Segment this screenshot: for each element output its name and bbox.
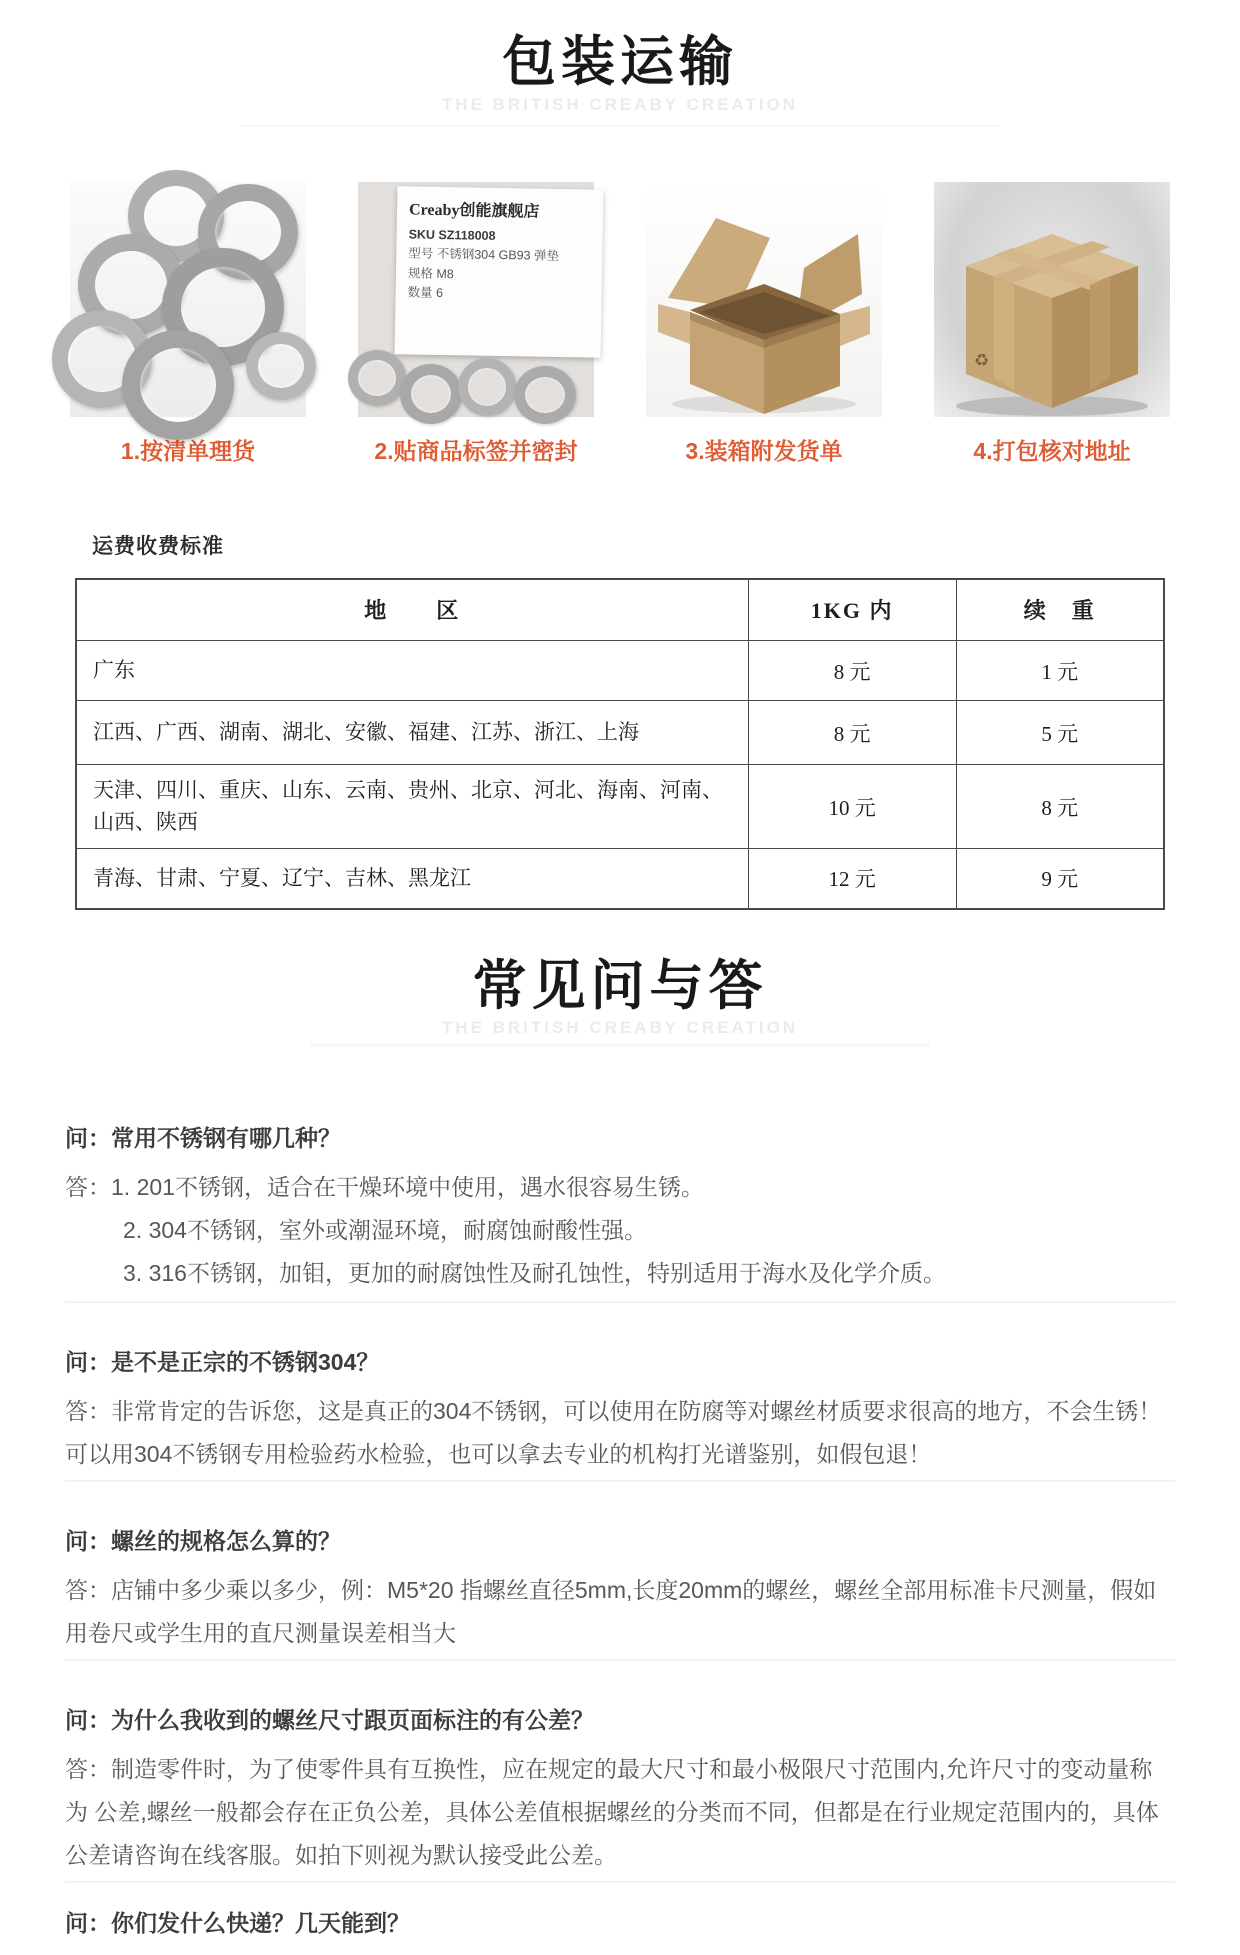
packing-step-3 xyxy=(646,182,882,466)
label-model-line: 型号 不锈钢304 GB93 弹垫 xyxy=(408,246,560,264)
washer-ring xyxy=(246,332,316,400)
step-caption: 3.装箱附发货单 xyxy=(685,437,843,464)
shipping-fee-table xyxy=(75,578,1165,910)
additional-cell: 8 元 xyxy=(956,765,1164,849)
table-header-row xyxy=(76,579,1164,641)
shipping-fee-heading: 运费收费标准 xyxy=(92,534,224,558)
faq-item xyxy=(65,1661,1175,1883)
table-row xyxy=(76,765,1164,849)
washer-ring xyxy=(400,364,462,424)
washer-ring xyxy=(514,366,576,424)
faq-watermark: THE BRITISH CREABY CREATION xyxy=(441,1018,799,1038)
sku-label-card xyxy=(395,186,604,358)
table-row xyxy=(76,701,1164,765)
region-cell: 广东 xyxy=(76,641,748,701)
washer-ring xyxy=(458,358,516,416)
additional-cell: 9 元 xyxy=(956,849,1164,909)
region-cell: 天津、四川、重庆、山东、云南、贵州、北京、河北、海南、河南、山西、陕西 xyxy=(76,765,748,849)
additional-cell: 1 元 xyxy=(956,641,1164,701)
label-spec-line: 规格 M8 xyxy=(407,265,454,281)
table-row xyxy=(76,849,1164,909)
packing-step-1 xyxy=(70,182,306,466)
region-cell: 江西、广西、湖南、湖北、安徽、福建、江苏、浙江、上海 xyxy=(76,701,748,765)
label-brand-line: Creaby创能旗舰店 xyxy=(408,201,540,221)
region-cell: 青海、甘肃、宁夏、辽宁、吉林、黑龙江 xyxy=(76,849,748,909)
faq-answer-line: 3. 316不锈钢，加钼，更加的耐腐蚀性及耐孔蚀性，特别适用于海水及化学介质。 xyxy=(123,1260,946,1287)
faq-question: 问：螺丝的规格怎么算的？ xyxy=(65,1528,341,1555)
washers-pile-photo xyxy=(70,182,306,417)
additional-cell: 5 元 xyxy=(956,701,1164,765)
washer-ring xyxy=(122,330,234,440)
decorative-divider xyxy=(240,125,1000,126)
faq-question: 问：是不是正宗的不锈钢304？ xyxy=(65,1349,380,1376)
step-caption: 1.按清单理货 xyxy=(120,437,256,464)
first-kg-cell: 8 元 xyxy=(748,701,956,765)
washer-ring xyxy=(348,350,406,406)
recycle-icon: ♻ xyxy=(974,350,990,370)
packing-step-2 xyxy=(358,182,594,466)
open-carton-illustration xyxy=(646,182,882,417)
faq-item-clipped xyxy=(65,1883,1175,1955)
faq-section-header xyxy=(0,955,1240,1048)
product-label-photo xyxy=(358,182,594,417)
faq-title: 常见问与答 xyxy=(472,955,768,1016)
faq-question: 问：常用不锈钢有哪几种？ xyxy=(65,1125,341,1152)
label-qty-line: 数量 6 xyxy=(407,285,444,300)
faq-item xyxy=(65,1303,1175,1482)
faq-answer: 答：店铺中多少乘以多少，例：M5*20 指螺丝直径5mm,长度20mm的螺丝，螺丝全部用标准卡尺测量，假如用卷尺或学生用的直尺测量误差相当大 xyxy=(65,1577,1157,1647)
packing-section-header xyxy=(0,0,1240,126)
faq-answer-line: 答：1. 201不锈钢，适合在干燥环境中使用，遇水很容易生锈。 xyxy=(65,1174,704,1201)
faq-question: 问：你们发什么快递？几天能到？ xyxy=(65,1910,410,1937)
label-sku-line: SKU SZ118008 xyxy=(408,227,496,243)
first-kg-cell: 8 元 xyxy=(748,641,956,701)
first-kg-cell: 10 元 xyxy=(748,765,956,849)
step-caption: 4.打包核对地址 xyxy=(973,437,1131,464)
packing-step-4 xyxy=(934,182,1170,466)
faq-answer: 答：非常肯定的告诉您，这是真正的304不锈钢，可以使用在防腐等对螺丝材质要求很高的地方，不会生锈！可以用304不锈钢专用检验药水检验，也可以拿去专业的机构打光谱鉴别，如假包退！ xyxy=(65,1398,1162,1468)
step-caption: 2.贴商品标签并密封 xyxy=(374,437,578,464)
header-additional: 续 重 xyxy=(956,579,1164,641)
faq-answer-line: 2. 304不锈钢，室外或潮湿环境，耐腐蚀耐酸性强。 xyxy=(123,1217,647,1244)
open-carton-photo xyxy=(646,182,882,417)
faq-answer: 答：制造零件时，为了使零件具有互换性，应在规定的最大尺寸和最小极限尺寸范围内,允许尺寸的变动量称为 公差,螺丝一般都会存在正负公差，具体公差值根据螺丝的分类而不同，但都是在行业规定范围内的，具体公差请咨询在线客服。如拍下则视为默认接受此公差。 xyxy=(65,1756,1159,1869)
faq-list xyxy=(65,1047,1175,1955)
packing-steps-row xyxy=(70,182,1170,466)
sealed-carton-photo xyxy=(934,182,1170,417)
header-region: 地 区 xyxy=(76,579,748,641)
sealed-carton-illustration xyxy=(934,182,1170,417)
table-row xyxy=(76,641,1164,701)
faq-question: 问：为什么我收到的螺丝尺寸跟页面标注的有公差？ xyxy=(65,1707,594,1734)
header-first-kg: 1KG 内 xyxy=(748,579,956,641)
first-kg-cell: 12 元 xyxy=(748,849,956,909)
faq-item xyxy=(65,1482,1175,1661)
faq-item xyxy=(65,1047,1175,1303)
packing-watermark: THE BRITISH CREABY CREATION xyxy=(441,94,799,114)
packing-title: 包装运输 xyxy=(502,32,738,92)
